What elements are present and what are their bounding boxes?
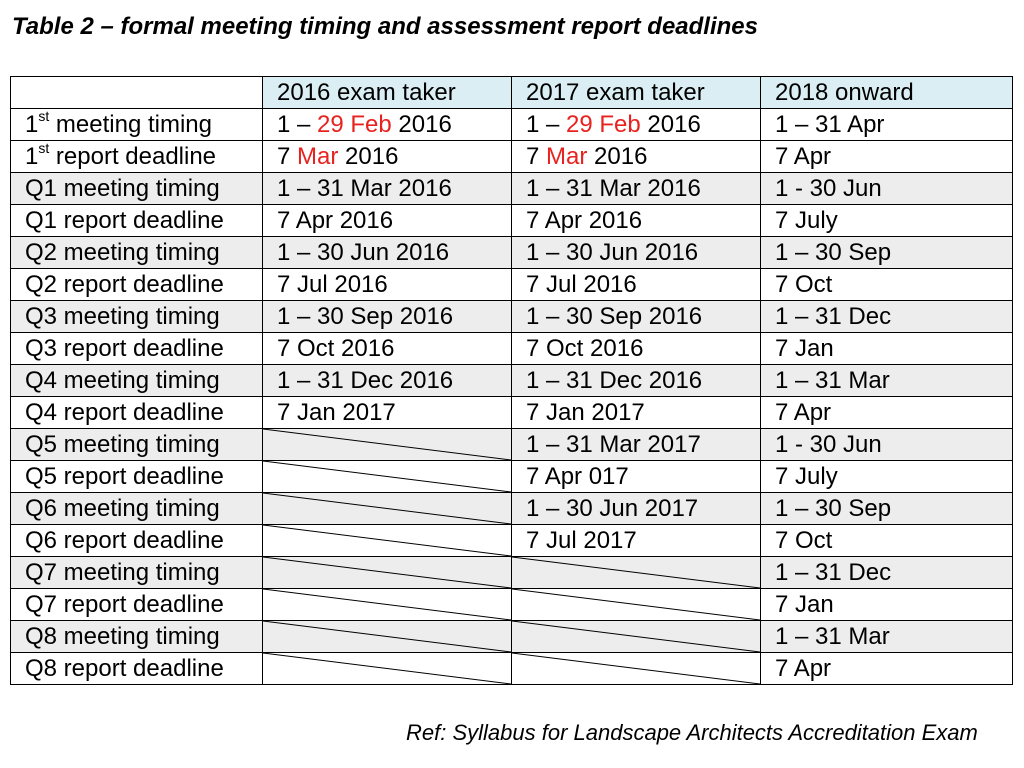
date-cell-2018: 7 Oct (761, 269, 1013, 301)
row-label: Q6 report deadline (11, 525, 263, 557)
date-cell-2017: 7 Apr 2016 (512, 205, 761, 237)
date-cell-2016: 1 – 31 Mar 2016 (263, 173, 512, 205)
not-applicable-strike-line (512, 589, 760, 620)
table-row (11, 493, 1013, 525)
date-cell-2018: 1 – 31 Mar (761, 621, 1013, 653)
table-row (11, 173, 1013, 205)
not-applicable-strike-line (263, 429, 511, 460)
date-cell-2018: 1 – 31 Dec (761, 557, 1013, 589)
row-label: Q3 report deadline (11, 333, 263, 365)
date-cell-2018: 1 – 30 Sep (761, 493, 1013, 525)
row-label-ordinal-suffix: st (38, 108, 50, 124)
date-cell-2017: 1 – 30 Jun 2017 (512, 493, 761, 525)
row-label: Q4 report deadline (11, 397, 263, 429)
row-label: Q1 report deadline (11, 205, 263, 237)
header-2016-exam-taker: 2016 exam taker (263, 77, 512, 109)
not-applicable-strike-line (263, 653, 511, 684)
not-applicable-cell (512, 557, 761, 589)
table-row (11, 301, 1013, 333)
table-row (11, 525, 1013, 557)
date-cell-2016: 1 – 30 Sep 2016 (263, 301, 512, 333)
not-applicable-strike-line (263, 461, 511, 492)
row-label-number: 1 (25, 111, 39, 138)
date-cell-2018: 1 – 31 Mar (761, 365, 1013, 397)
date-cell-2018: 7 July (761, 205, 1013, 237)
date-text: 2016 (338, 143, 399, 170)
table-row (11, 461, 1013, 493)
not-applicable-strike-line (263, 589, 511, 620)
row-label: Q4 meeting timing (11, 365, 263, 397)
highlighted-date-text: Mar (297, 143, 339, 170)
table-row (11, 589, 1013, 621)
not-applicable-cell (263, 589, 512, 621)
date-cell-2017 (512, 141, 761, 173)
not-applicable-cell (263, 493, 512, 525)
row-label: Q8 meeting timing (11, 621, 263, 653)
row-label: Q2 report deadline (11, 269, 263, 301)
date-cell-2018 (761, 109, 1013, 141)
table-row (11, 621, 1013, 653)
row-label: Q3 meeting timing (11, 301, 263, 333)
highlighted-date-text: 29 Feb (566, 111, 641, 138)
date-cell-2017: 7 Apr 017 (512, 461, 761, 493)
date-text: 7 (277, 143, 298, 170)
date-cell-2017: 7 Jul 2017 (512, 525, 761, 557)
not-applicable-cell (263, 557, 512, 589)
table-row (11, 653, 1013, 685)
date-cell-2017: 7 Jul 2016 (512, 269, 761, 301)
row-label: Q1 meeting timing (11, 173, 263, 205)
date-cell-2018: 7 Jan (761, 333, 1013, 365)
table-row (11, 397, 1013, 429)
table-row (11, 205, 1013, 237)
date-text: 2016 (391, 111, 452, 138)
date-cell-2018 (761, 141, 1013, 173)
date-cell-2018: 1 – 30 Sep (761, 237, 1013, 269)
date-text: 7 (526, 143, 547, 170)
not-applicable-strike-line (263, 525, 511, 556)
date-cell-2018: 7 July (761, 461, 1013, 493)
row-label: Q8 report deadline (11, 653, 263, 685)
table-row (11, 269, 1013, 301)
table-row (11, 141, 1013, 173)
date-cell-2016 (263, 109, 512, 141)
not-applicable-strike-line (512, 653, 760, 684)
not-applicable-strike-line (512, 557, 760, 588)
date-cell-2017: 1 – 30 Sep 2016 (512, 301, 761, 333)
date-cell-2017: 1 – 31 Mar 2017 (512, 429, 761, 461)
row-label: Q2 meeting timing (11, 237, 263, 269)
table-row (11, 429, 1013, 461)
date-cell-2016: 7 Jul 2016 (263, 269, 512, 301)
date-cell-2017: 1 – 30 Jun 2016 (512, 237, 761, 269)
row-label (11, 109, 263, 141)
date-cell-2016 (263, 141, 512, 173)
date-cell-2016: 7 Jan 2017 (263, 397, 512, 429)
date-cell-2016: 1 – 30 Jun 2016 (263, 237, 512, 269)
not-applicable-cell (512, 653, 761, 685)
date-cell-2018: 1 – 31 Dec (761, 301, 1013, 333)
date-cell-2016: 7 Oct 2016 (263, 333, 512, 365)
not-applicable-strike-line (263, 621, 511, 652)
not-applicable-cell (263, 653, 512, 685)
row-label: Q7 report deadline (11, 589, 263, 621)
not-applicable-cell (263, 461, 512, 493)
date-cell-2017: 1 – 31 Dec 2016 (512, 365, 761, 397)
table-row (11, 237, 1013, 269)
highlighted-date-text: Mar (546, 143, 588, 170)
date-text: 1 – 31 Apr (775, 111, 885, 138)
reference-note: Ref: Syllabus for Landscape Architects Accreditation Exam (406, 720, 978, 745)
row-label (11, 141, 263, 173)
not-applicable-cell (263, 429, 512, 461)
date-cell-2018: 1 - 30 Jun (761, 429, 1013, 461)
table-row (11, 109, 1013, 141)
header-2017-exam-taker: 2017 exam taker (512, 77, 761, 109)
date-text: 7 Apr (775, 143, 832, 170)
date-text: 2016 (587, 143, 648, 170)
not-applicable-cell (512, 589, 761, 621)
date-text: 1 – (526, 111, 567, 138)
row-label: Q5 report deadline (11, 461, 263, 493)
date-cell-2017: 7 Oct 2016 (512, 333, 761, 365)
timing-table (10, 76, 1013, 685)
date-text: 2016 (640, 111, 701, 138)
table-row (11, 365, 1013, 397)
not-applicable-strike-line (512, 621, 760, 652)
date-cell-2017 (512, 109, 761, 141)
date-cell-2018: 7 Jan (761, 589, 1013, 621)
date-cell-2018: 1 - 30 Jun (761, 173, 1013, 205)
row-label-text: report deadline (49, 143, 217, 170)
header-2018-onward: 2018 onward (761, 77, 1013, 109)
row-label: Q5 meeting timing (11, 429, 263, 461)
row-label-text: meeting timing (49, 111, 212, 138)
row-label-ordinal-suffix: st (38, 140, 50, 156)
not-applicable-cell (263, 525, 512, 557)
not-applicable-cell (512, 621, 761, 653)
date-cell-2018: 7 Apr (761, 397, 1013, 429)
highlighted-date-text: 29 Feb (317, 111, 392, 138)
not-applicable-strike-line (263, 493, 511, 524)
table-title: Table 2 – formal meeting timing and assessment report deadlines (12, 13, 758, 40)
date-cell-2016: 7 Apr 2016 (263, 205, 512, 237)
date-cell-2017: 1 – 31 Mar 2016 (512, 173, 761, 205)
header-row (11, 77, 1013, 109)
not-applicable-cell (263, 621, 512, 653)
header-corner-cell (11, 77, 263, 109)
not-applicable-strike-line (263, 557, 511, 588)
row-label-number: 1 (25, 143, 39, 170)
date-cell-2018: 7 Oct (761, 525, 1013, 557)
row-label: Q6 meeting timing (11, 493, 263, 525)
date-cell-2017: 7 Jan 2017 (512, 397, 761, 429)
date-cell-2016: 1 – 31 Dec 2016 (263, 365, 512, 397)
row-label: Q7 meeting timing (11, 557, 263, 589)
date-text: 1 – (277, 111, 318, 138)
table-row (11, 333, 1013, 365)
date-cell-2018: 7 Apr (761, 653, 1013, 685)
table-body (11, 109, 1013, 685)
table-row (11, 557, 1013, 589)
